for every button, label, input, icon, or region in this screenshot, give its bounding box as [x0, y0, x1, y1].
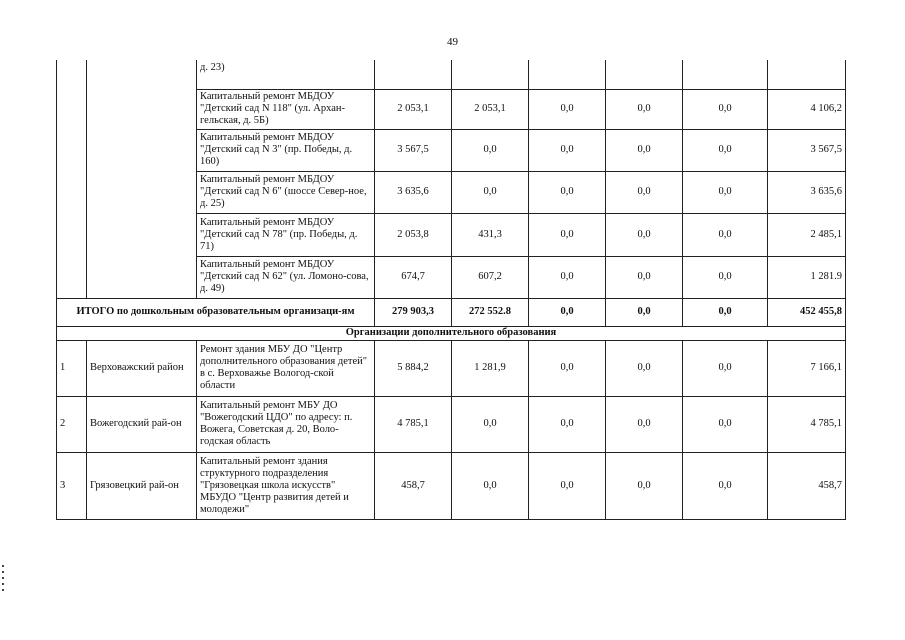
value-cell: 0,0	[683, 171, 768, 213]
description-cell: Капитальный ремонт МБУ ДО "Вожегодский ЦДО" по адресу: п. Вожега, Советская д. 20, Воло-годская область	[197, 396, 375, 452]
value-cell: 674,7	[375, 256, 452, 298]
value-cell	[452, 60, 529, 89]
value-cell: 0,0	[683, 213, 768, 256]
scan-marks	[2, 565, 5, 605]
total-label: ИТОГО по дошкольным образовательным организаци-ям	[57, 298, 375, 326]
value-cell: 0,0	[683, 298, 768, 326]
value-cell: 3 567,5	[375, 129, 452, 171]
value-cell: 0,0	[683, 340, 768, 396]
value-cell: 3 635,6	[375, 171, 452, 213]
value-cell	[606, 60, 683, 89]
value-cell	[375, 60, 452, 89]
total-cell: 3 567,5	[768, 129, 846, 171]
index-cell: 2	[57, 396, 87, 452]
page-number: 49	[447, 36, 458, 48]
value-cell: 0,0	[529, 213, 606, 256]
section-header: Организации дополнительного образования	[57, 326, 846, 340]
value-cell: 0,0	[529, 171, 606, 213]
value-cell: 431,3	[452, 213, 529, 256]
value-cell: 0,0	[683, 256, 768, 298]
value-cell	[529, 60, 606, 89]
total-row	[57, 298, 846, 326]
value-cell: 0,0	[683, 89, 768, 129]
description-cell: Капитальный ремонт МБДОУ "Детский сад N 6" (шоссе Север-ное, д. 25)	[197, 171, 375, 213]
total-cell: 7 166,1	[768, 340, 846, 396]
value-cell: 0,0	[606, 396, 683, 452]
value-cell: 607,2	[452, 256, 529, 298]
table-row	[57, 396, 846, 452]
value-cell: 2 053,1	[452, 89, 529, 129]
description-cell: Капитальный ремонт МБДОУ "Детский сад N 3" (пр. Победы, д. 160)	[197, 129, 375, 171]
total-cell	[768, 60, 846, 89]
value-cell: 1 281,9	[452, 340, 529, 396]
index-cell: 1	[57, 340, 87, 396]
value-cell: 0,0	[452, 171, 529, 213]
index-cell	[57, 60, 87, 298]
district-cell: Грязовецкий рай-он	[87, 452, 197, 519]
description-cell: Ремонт здания МБУ ДО "Центр дополнительного образования детей" в с. Верховажье Вологод-ской области	[197, 340, 375, 396]
value-cell: 0,0	[606, 129, 683, 171]
value-cell: 0,0	[683, 452, 768, 519]
value-cell: 5 884,2	[375, 340, 452, 396]
total-cell: 2 485,1	[768, 213, 846, 256]
value-cell: 0,0	[529, 452, 606, 519]
total-cell: 4 785,1	[768, 396, 846, 452]
total-cell: 1 281.9	[768, 256, 846, 298]
description-cell: Капитальный ремонт МБДОУ "Детский сад N 118" (ул. Архан-гельская, д. 5Б)	[197, 89, 375, 129]
value-cell	[683, 60, 768, 89]
description-cell: Капитальный ремонт здания структурного подразделения "Грязовецкая школа искусств" МБУДО "Центр развития детей и молодежи"	[197, 452, 375, 519]
budget-table	[56, 60, 846, 520]
district-cell	[87, 60, 197, 298]
value-cell: 0,0	[606, 171, 683, 213]
value-cell: 0,0	[529, 129, 606, 171]
value-cell: 0,0	[452, 452, 529, 519]
value-cell: 458,7	[375, 452, 452, 519]
section-header-row	[57, 326, 846, 340]
description-cell: Капитальный ремонт МБДОУ "Детский сад N 62" (ул. Ломоно-сова, д. 49)	[197, 256, 375, 298]
value-cell: 279 903,3	[375, 298, 452, 326]
table-row	[57, 452, 846, 519]
value-cell: 0,0	[606, 213, 683, 256]
value-cell: 0,0	[452, 396, 529, 452]
value-cell: 0,0	[452, 129, 529, 171]
description-cell: Капитальный ремонт МБДОУ "Детский сад N 78" (пр. Победы, д. 71)	[197, 213, 375, 256]
total-cell: 3 635,6	[768, 171, 846, 213]
value-cell: 0,0	[683, 396, 768, 452]
district-cell: Верховажский район	[87, 340, 197, 396]
table-row	[57, 60, 846, 89]
description-cell: д. 23)	[197, 60, 375, 89]
value-cell: 0,0	[529, 340, 606, 396]
value-cell: 0,0	[529, 396, 606, 452]
value-cell: 0,0	[529, 256, 606, 298]
total-cell: 458,7	[768, 452, 846, 519]
total-cell: 452 455,8	[768, 298, 846, 326]
value-cell: 0,0	[606, 452, 683, 519]
value-cell: 0,0	[606, 340, 683, 396]
value-cell: 0,0	[606, 298, 683, 326]
value-cell: 2 053,1	[375, 89, 452, 129]
value-cell: 0,0	[529, 298, 606, 326]
value-cell: 0,0	[606, 89, 683, 129]
value-cell: 0,0	[683, 129, 768, 171]
total-cell: 4 106,2	[768, 89, 846, 129]
value-cell: 0,0	[529, 89, 606, 129]
value-cell: 2 053,8	[375, 213, 452, 256]
district-cell: Вожегодский рай-он	[87, 396, 197, 452]
value-cell: 0,0	[606, 256, 683, 298]
value-cell: 4 785,1	[375, 396, 452, 452]
index-cell: 3	[57, 452, 87, 519]
value-cell: 272 552.8	[452, 298, 529, 326]
table-row	[57, 340, 846, 396]
